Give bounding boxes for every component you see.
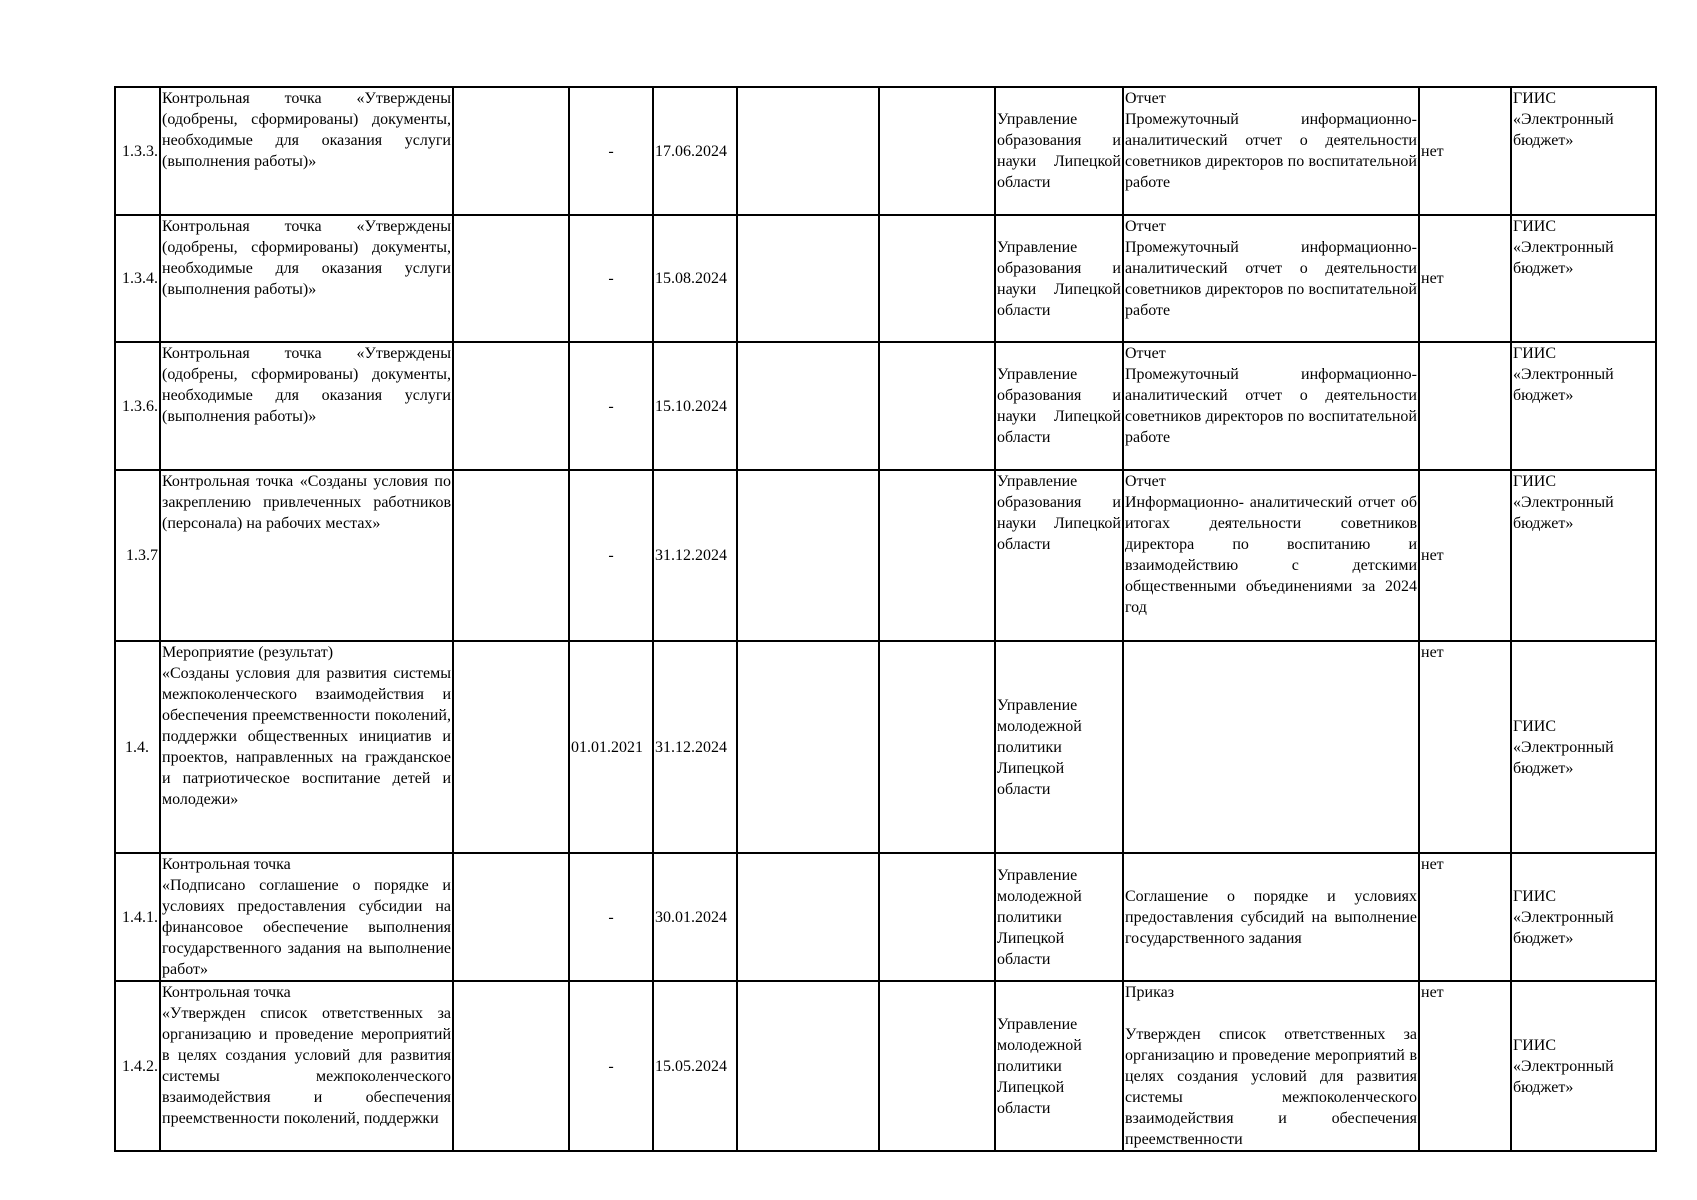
executor: Управление образования и науки Липецкой области [995,87,1123,215]
event-name [160,853,453,981]
doc-type: Отчет [1125,345,1166,362]
empty-cell [453,853,569,981]
empty-cell [453,641,569,853]
end-date: 31.12.2024 [653,641,737,853]
event-name-head: Контрольная точка [162,856,291,873]
event-name: Контрольная точка «Утверждены (одобрены, сформированы) документы, необходимые для оказания услуги (выполнения работы)» [160,87,453,215]
event-name-text: «Утвержден список ответственных за организацию и проведение мероприятий в целях создания условий для развития системы межпоколенческого взаимодействия и обеспечения преемственности поколений, поддержки [162,1005,451,1127]
empty-cell [737,470,879,641]
table-row [115,853,1656,981]
row-number: 1.4.1. [115,853,160,981]
empty-cell [737,87,879,215]
end-date: 30.01.2024 [653,853,737,981]
empty-cell [453,470,569,641]
doc-text: Промежуточный информационно-аналитический отчет о деятельности советников директоров по воспитательной работе [1125,239,1417,319]
empty-cell [879,215,995,342]
result-document [1123,87,1419,215]
table-row [115,470,1656,641]
empty-cell [453,215,569,342]
table-row [115,641,1656,853]
empty-cell [879,981,995,1151]
info-system: ГИИС «Электронный бюджет» [1511,87,1656,215]
executor: Управление молодежной политики Липецкой области [995,853,1123,981]
empty-cell [879,470,995,641]
doc-text: Утвержден список ответственных за организацию и проведение мероприятий в целях создания условий для развития системы межпоколенческого взаимодействия и обеспечения преемственности [1125,1026,1417,1148]
empty-cell [737,215,879,342]
info-system: ГИИС «Электронный бюджет» [1511,470,1656,641]
event-name-head: Контрольная точка [162,984,291,1001]
event-name-head: Мероприятие (результат) [162,644,334,661]
blank-line [1125,1003,1417,1024]
doc-text: Соглашение о порядке и условиях предоставления субсидий на выполнение государственного задания [1125,887,1417,947]
end-date: 15.05.2024 [653,981,737,1151]
empty-cell [879,342,995,470]
executor: Управление образования и науки Липецкой области [995,215,1123,342]
flag-cell: нет [1419,641,1511,853]
row-number: 1.3.7 [115,470,160,641]
empty-cell [879,641,995,853]
row-number: 1.4.2. [115,981,160,1151]
doc-text: Информационно- аналитический отчет об итогах деятельности советников директора по воспитанию и взаимодействию с детскими общественными объединениями за 2024 год [1125,494,1417,616]
empty-cell [453,981,569,1151]
empty-cell [737,853,879,981]
start-date: - [569,342,653,470]
result-document [1123,470,1419,641]
doc-text: Промежуточный информационно-аналитический отчет о деятельности советников директоров по воспитательной работе [1125,111,1417,191]
result-document [1123,342,1419,470]
result-document [1123,981,1419,1151]
empty-cell [879,853,995,981]
flag-cell: нет [1419,470,1511,641]
flag-cell: нет [1419,215,1511,342]
empty-cell [879,87,995,215]
empty-cell [453,87,569,215]
info-system: ГИИС «Электронный бюджет» [1511,641,1656,853]
executor: Управление молодежной политики Липецкой области [995,641,1123,853]
row-number: 1.4. [115,641,160,853]
start-date: - [569,87,653,215]
event-name [160,641,453,853]
event-name [160,981,453,1151]
end-date: 15.08.2024 [653,215,737,342]
doc-text: Промежуточный информационно-аналитический отчет о деятельности советников директоров по воспитательной работе [1125,366,1417,446]
start-date: - [569,853,653,981]
result-document [1123,641,1419,853]
table-row [115,87,1656,215]
executor: Управление молодежной политики Липецкой области [995,981,1123,1151]
info-system: ГИИС «Электронный бюджет» [1511,215,1656,342]
flag-cell: нет [1419,853,1511,981]
empty-cell [737,342,879,470]
flag-cell: нет [1419,981,1511,1151]
empty-cell [737,641,879,853]
executor: Управление образования и науки Липецкой области [995,342,1123,470]
info-system: ГИИС «Электронный бюджет» [1511,981,1656,1151]
start-date: - [569,470,653,641]
empty-cell [453,342,569,470]
event-name-text: «Созданы условия для развития системы межпоколенческого взаимодействия и обеспечения преемственности поколений, поддержки общественных инициатив и проектов, направленных на гражданское и патриотическое воспитание детей и молодежи» [162,665,451,808]
event-name-text: «Подписано соглашение о порядке и условиях предоставления субсидии на финансовое обеспечение выполнения государственного задания на выполнение работ» [162,877,451,978]
doc-type: Приказ [1125,984,1175,1001]
row-number: 1.3.3. [115,87,160,215]
row-number: 1.3.4. [115,215,160,342]
info-system: ГИИС «Электронный бюджет» [1511,853,1656,981]
info-system: ГИИС «Электронный бюджет» [1511,342,1656,470]
end-date: 31.12.2024 [653,470,737,641]
doc-type: Отчет [1125,90,1166,107]
doc-type: Отчет [1125,218,1166,235]
control-points-table [114,86,1657,1152]
event-name: Контрольная точка «Утверждены (одобрены, сформированы) документы, необходимые для оказания услуги (выполнения работы)» [160,215,453,342]
start-date: - [569,981,653,1151]
result-document [1123,853,1419,981]
event-name: Контрольная точка «Утверждены (одобрены, сформированы) документы, необходимые для оказания услуги (выполнения работы)» [160,342,453,470]
flag-cell [1419,342,1511,470]
table-row [115,215,1656,342]
table-row [115,981,1656,1151]
event-name: Контрольная точка «Созданы условия по закреплению привлеченных работников (персонала) на рабочих местах» [160,470,453,641]
empty-cell [737,981,879,1151]
doc-type: Отчет [1125,473,1166,490]
result-document [1123,215,1419,342]
row-number: 1.3.6. [115,342,160,470]
start-date: 01.01.2021 [569,641,653,853]
end-date: 17.06.2024 [653,87,737,215]
table-row [115,342,1656,470]
flag-cell: нет [1419,87,1511,215]
end-date: 15.10.2024 [653,342,737,470]
start-date: - [569,215,653,342]
executor: Управление образования и науки Липецкой области [995,470,1123,641]
